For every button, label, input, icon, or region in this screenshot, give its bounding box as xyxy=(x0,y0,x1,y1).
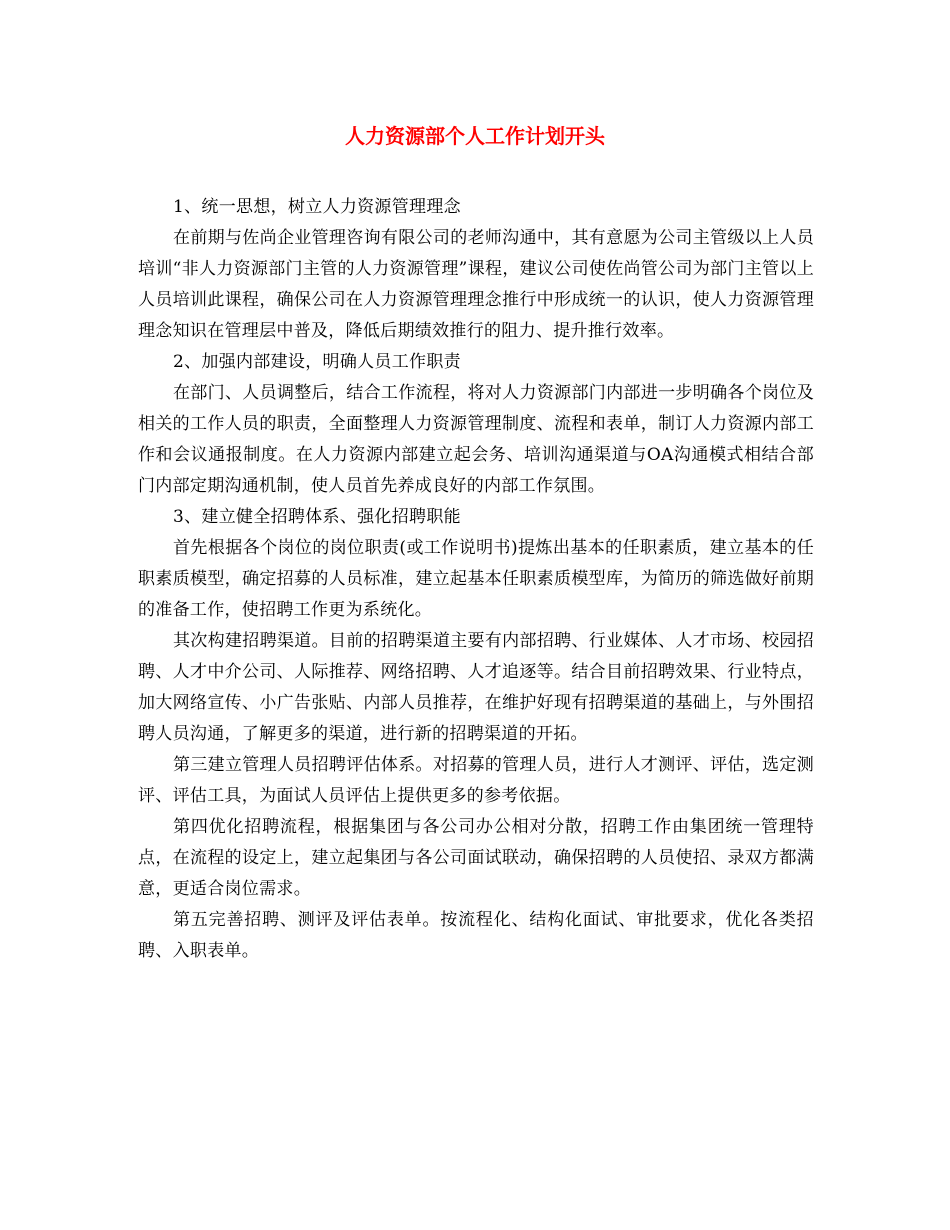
paragraph-7: 第五完善招聘、测评及评估表单。按流程化、结构化面试、审批要求，优化各类招聘、入职表单。 xyxy=(138,910,814,961)
document-title: 人力资源部个人工作计划开头 xyxy=(345,124,605,148)
paragraph-5: 第三建立管理人员招聘评估体系。对招募的管理人员，进行人才测评、评估，选定测评、评估工具，为面试人员评估上提供更多的参考依据。 xyxy=(138,755,814,806)
document-body xyxy=(138,192,814,967)
section-heading-3: 3、建立健全招聘体系、强化招聘职能 xyxy=(173,507,461,527)
paragraph-2: 在部门、人员调整后，结合工作流程，将对人力资源部门内部进一步明确各个岗位及相关的工作人员的职责，全面整理人力资源管理制度、流程和表单，制订人力资源内部工作和会议通报制度。在人力资源内部建立起会务、培训沟通渠道与OA沟通模式相结合部门内部定期沟通机制，使人员首先养成良好的内部工作氛围。 xyxy=(138,383,814,496)
paragraph-6: 第四优化招聘流程，根据集团与各公司办公相对分散，招聘工作由集团统一管理特点，在流程的设定上，建立起集团与各公司面试联动，确保招聘的人员使招、录双方都满意，更适合岗位需求。 xyxy=(138,817,814,899)
paragraph-4: 其次构建招聘渠道。目前的招聘渠道主要有内部招聘、行业媒体、人才市场、校园招聘、人才中介公司、人际推荐、网络招聘、人才追逐等。结合目前招聘效果、行业特点，加大网络宣传、小广告张贴、内部人员推荐，在维护好现有招聘渠道的基础上，与外围招聘人员沟通，了解更多的渠道，进行新的招聘渠道的开拓。 xyxy=(138,631,814,744)
paragraph-3: 首先根据各个岗位的岗位职责(或工作说明书)提炼出基本的任职素质，建立基本的任职素质模型，确定招募的人员标准，建立起基本任职素质模型库，为简历的筛选做好前期的准备工作，使招聘工作更为系统化。 xyxy=(138,538,814,620)
section-heading-1: 1、统一思想，树立人力资源管理理念 xyxy=(173,197,461,217)
paragraph-1: 在前期与佐尚企业管理咨询有限公司的老师沟通中，其有意愿为公司主管级以上人员培训“非人力资源部门主管的人力资源管理”课程，建议公司使佐尚管公司为部门主管以上人员培训此课程，确保公司在人力资源管理理念推行中形成统一的认识，使人力资源管理理念知识在管理层中普及，降低后期绩效推行的阻力、提升推行效率。 xyxy=(138,228,814,341)
section-heading-2: 2、加强内部建设，明确人员工作职责 xyxy=(173,352,461,372)
